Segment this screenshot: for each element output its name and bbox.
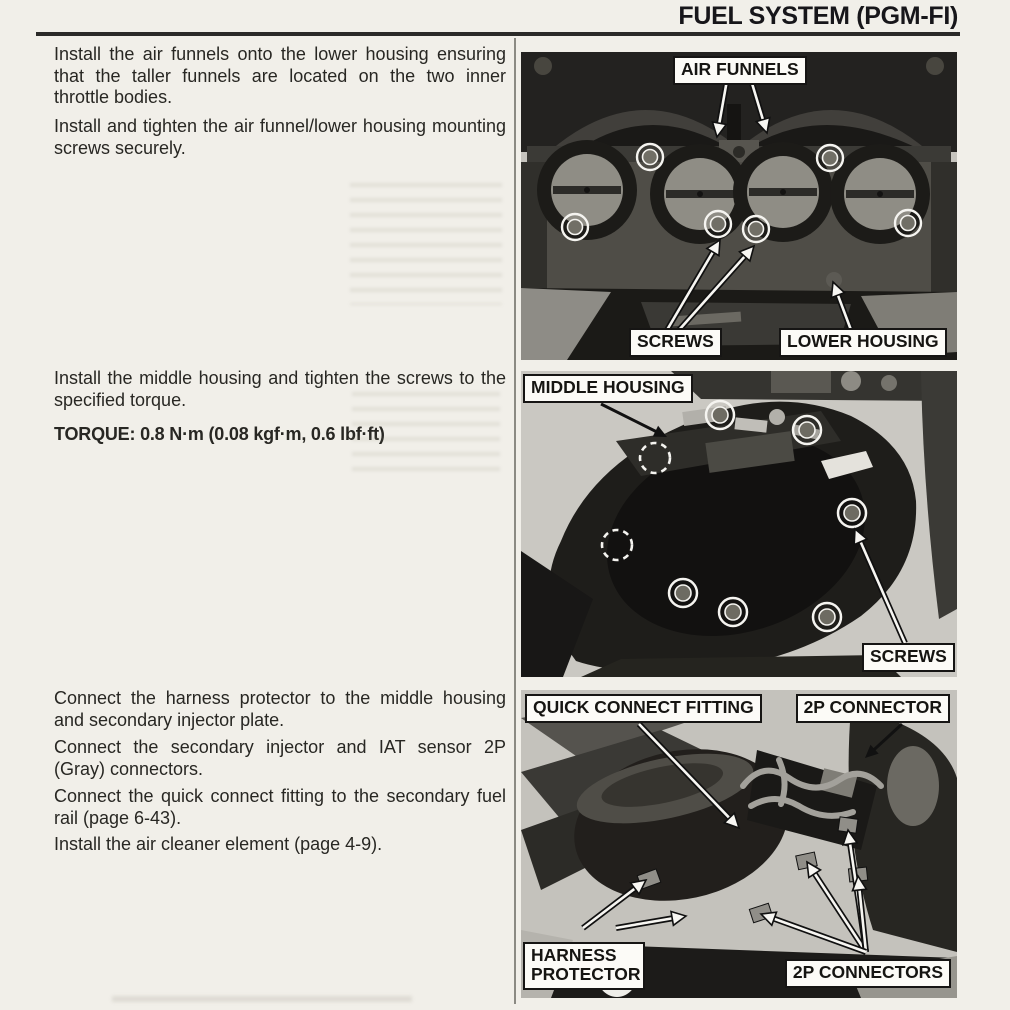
instruction-paragraph-6: Connect the quick connect fitting to the secondary fuel rail (page 6-43).: [54, 786, 506, 828]
instruction-paragraph-1: Install the air funnels onto the lower housing ensuring that the taller funnels are located on the two inner throttle bodies.: [54, 44, 506, 107]
torque-spec: TORQUE: 0.8 N·m (0.08 kgf·m, 0.6 lbf·ft): [54, 424, 385, 444]
photo-throttle-bodies: [521, 52, 957, 360]
callout-2p-connectors: 2P CONNECTORS: [785, 959, 951, 988]
callout-lower-housing: LOWER HOUSING: [779, 328, 947, 357]
callout-screws: SCREWS: [862, 643, 955, 672]
scan-ghosting: [112, 996, 412, 1002]
figure-air-funnels: [521, 52, 957, 360]
column-divider: [514, 38, 516, 1004]
scan-ghosting: [350, 183, 502, 305]
instruction-paragraph-7: Install the air cleaner element (page 4-9).: [54, 834, 383, 854]
instruction-paragraph-2: Install and tighten the air funnel/lower housing mounting screws securely.: [54, 116, 506, 158]
callout-screws: SCREWS: [629, 328, 722, 357]
callout-harness-protector: HARNESS PROTECTOR: [523, 942, 645, 990]
figure-harness-connectors: [521, 690, 957, 998]
callout-2p-connector: 2P CONNECTOR: [796, 694, 950, 723]
instruction-paragraph-4: Connect the harness protector to the middle housing and secondary injector plate.: [54, 688, 506, 730]
header-rule: [36, 32, 960, 36]
callout-middle-housing: MIDDLE HOUSING: [523, 374, 693, 403]
scan-ghosting: [352, 392, 500, 474]
callout-air-funnels: AIR FUNNELS: [673, 56, 807, 85]
page-title: FUEL SYSTEM (PGM-FI): [678, 2, 958, 30]
photo-middle-housing: [521, 371, 957, 677]
instruction-paragraph-3: Install the middle housing and tighten the screws to the specified torque.: [54, 368, 506, 410]
figure-middle-housing: [521, 371, 957, 677]
callout-quick-connect-fitting: QUICK CONNECT FITTING: [525, 694, 762, 723]
instruction-paragraph-5: Connect the secondary injector and IAT sensor 2P (Gray) connectors.: [54, 737, 506, 779]
